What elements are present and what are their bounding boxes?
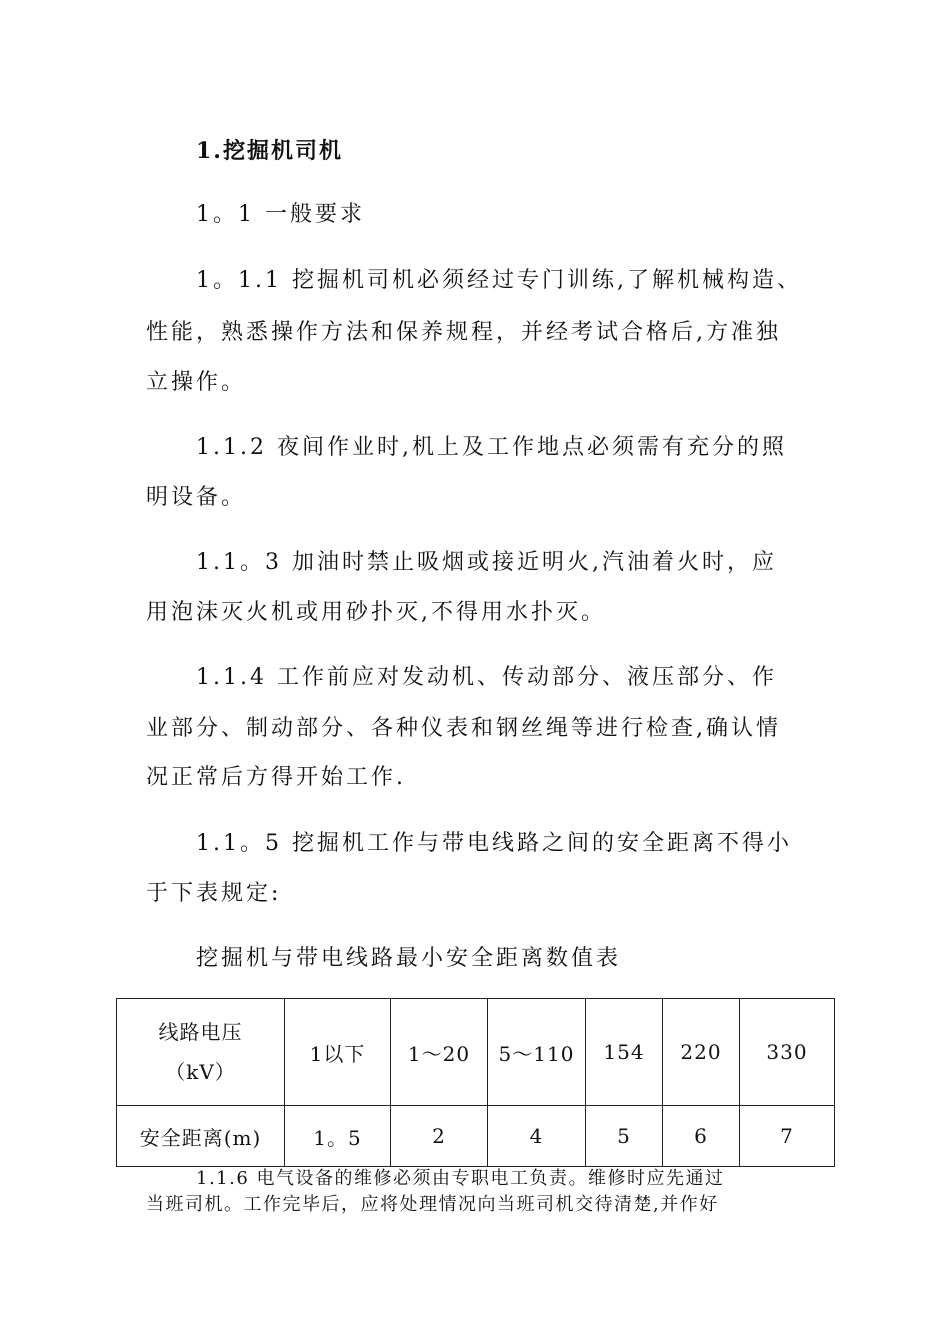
voltage-cell: 330 [740, 999, 835, 1106]
paragraph-line: 立操作。 [146, 370, 247, 395]
paragraph-line: 用泡沫灭火机或用砂扑灭,不得用水扑灭。 [146, 600, 606, 625]
paragraph-line: 况正常后方得开始工作. [146, 765, 406, 790]
distance-cell: 2 [391, 1106, 488, 1167]
paragraph-line: 1.1。3 加油时禁止吸烟或接近明火,汽油着火时，应 [196, 550, 777, 575]
distance-header-cell: 安全距离(m) [117, 1106, 285, 1167]
paragraph-line: 于下表规定: [146, 881, 282, 906]
paragraph-line: 1。1.1 挖掘机司机必须经过专门训练,了解机械构造、 [196, 268, 802, 293]
voltage-cell: 5～110 [488, 999, 586, 1106]
voltage-cell: 154 [586, 999, 663, 1106]
voltage-cell: 1～20 [391, 999, 488, 1106]
voltage-cell: 220 [663, 999, 740, 1106]
distance-cell: 1。5 [285, 1106, 391, 1167]
distance-row [117, 1106, 835, 1167]
paragraph-line: 1.1.2 夜间作业时,机上及工作地点必须需有充分的照 [196, 435, 787, 460]
table-caption: 挖掘机与带电线路最小安全距离数值表 [196, 946, 622, 971]
voltage-header-label: 线路电压 [158, 1020, 243, 1044]
paragraph-line: 性能，熟悉操作方法和保养规程，并经考试合格后,方准独 [146, 320, 781, 345]
paragraph-line: 当班司机。工作完毕后，应将处理情况向当班司机交待清楚,并作好 [146, 1194, 719, 1215]
paragraph-line: 明设备。 [146, 485, 247, 510]
voltage-unit-label: （kV） [165, 1060, 236, 1084]
voltage-row [117, 999, 835, 1106]
paragraph-line: 1.1.4 工作前应对发动机、传动部分、液压部分、作 [196, 665, 777, 690]
voltage-header-cell [117, 999, 285, 1106]
voltage-cell: 1以下 [285, 999, 391, 1106]
distance-cell: 4 [488, 1106, 586, 1167]
paragraph-line: 1.1。5 挖掘机工作与带电线路之间的安全距离不得小 [196, 831, 792, 856]
distance-cell: 7 [740, 1106, 835, 1167]
paragraph-line: 业部分、制动部分、各种仪表和钢丝绳等进行检查,确认情 [146, 716, 781, 741]
safety-distance-table [116, 998, 835, 1167]
distance-cell: 6 [663, 1106, 740, 1167]
distance-cell: 5 [586, 1106, 663, 1167]
paragraph-line: 1.1.6 电气设备的维修必须由专职电工负责。维修时应先通过 [196, 1168, 725, 1189]
subsection-title: 1。1 一般要求 [196, 202, 365, 227]
section-title: 1.挖掘机司机 [196, 138, 343, 164]
